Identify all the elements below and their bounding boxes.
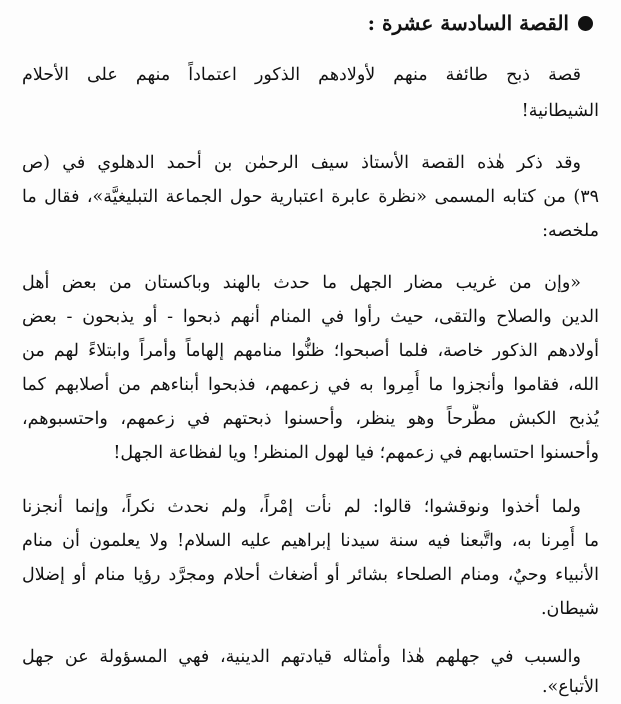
- paragraph-4-line-3: الأنبياء وحيٌ، ومنام الصلحاء بشائر أو أضغاث أحلام ومجرَّد رؤيا منام أو إضلال: [22, 565, 599, 585]
- paragraph-3-line-1: «وإن من غريب مضار الجهل ما حدث بالهند وباكستان من بعض أهل: [22, 273, 581, 293]
- paragraph-5-line-1: والسبب في جهلهم هٰذا وأمثاله قيادتهم الدينية، فهي المسؤولة عن جهل: [22, 647, 581, 667]
- paragraph-2-line-3: ملخصه:: [542, 221, 599, 241]
- paragraph-4-line-1: ولما أخذوا ونوقشوا؛ قالوا: لم نأت إمْراً، ولم نحدث نكراً، وإنما أنجزنا: [22, 497, 581, 517]
- paragraph-3-line-4: الله، فقاموا وأنجزوا ما أُمِروا به في زعمهم، فذبحوا أبناءهم من أصلابهم كما: [22, 375, 599, 395]
- paragraph-4-line-4: شيطان.: [540, 599, 599, 619]
- heading-title: القصة السادسة عشرة :: [367, 11, 569, 35]
- paragraph-5-line-2: الأتباع».: [541, 677, 599, 697]
- paragraph-3-line-2: الدين والصلاح والتقى، حيث رأوا في المنام أنهم ذبحوا - أو يذبحون - بعض: [22, 307, 599, 327]
- bullet-icon: [578, 16, 593, 31]
- paragraph-1-line-1: قصة ذبح طائفة منهم لأولادهم الذكور اعتماداً منهم على الأحلام: [22, 65, 581, 85]
- paragraph-2-line-2: ٣٩) من كتابه المسمى «نظرة عابرة اعتبارية حول الجماعة التبليغيَّة»، فقال ما: [22, 187, 599, 207]
- paragraph-1-line-2: الشيطانية!: [521, 101, 599, 121]
- story-heading: [368, 8, 593, 38]
- paragraph-3-line-6: وأحسنوا احتسابهم في زعمهم؛ فيا لهول المنظر! ويا لفظاعة الجهل!: [113, 443, 599, 463]
- paragraph-3-line-5: يُذبح الكبش مطَّرحاً وهو ينظر، وأحسنوا ذبحتهم في زعمهم، واحتسبوهم،: [22, 409, 599, 429]
- paragraph-2-line-1: وقد ذكر هٰذه القصة الأستاذ سيف الرحمٰن بن أحمد الدهلوي في (ص: [22, 153, 581, 173]
- paragraph-4-line-2: ما أُمِرنا به، واتَّبعنا فيه سنة سيدنا إبراهيم عليه السلام! ولا يعلمون أن منام: [22, 531, 599, 551]
- paragraph-3-line-3: أولادهم الذكور خاصة، فلما أصبحوا؛ ظنُّوا منامهم إلهاماً وأمراً وابتلاءً لهم من: [22, 341, 599, 361]
